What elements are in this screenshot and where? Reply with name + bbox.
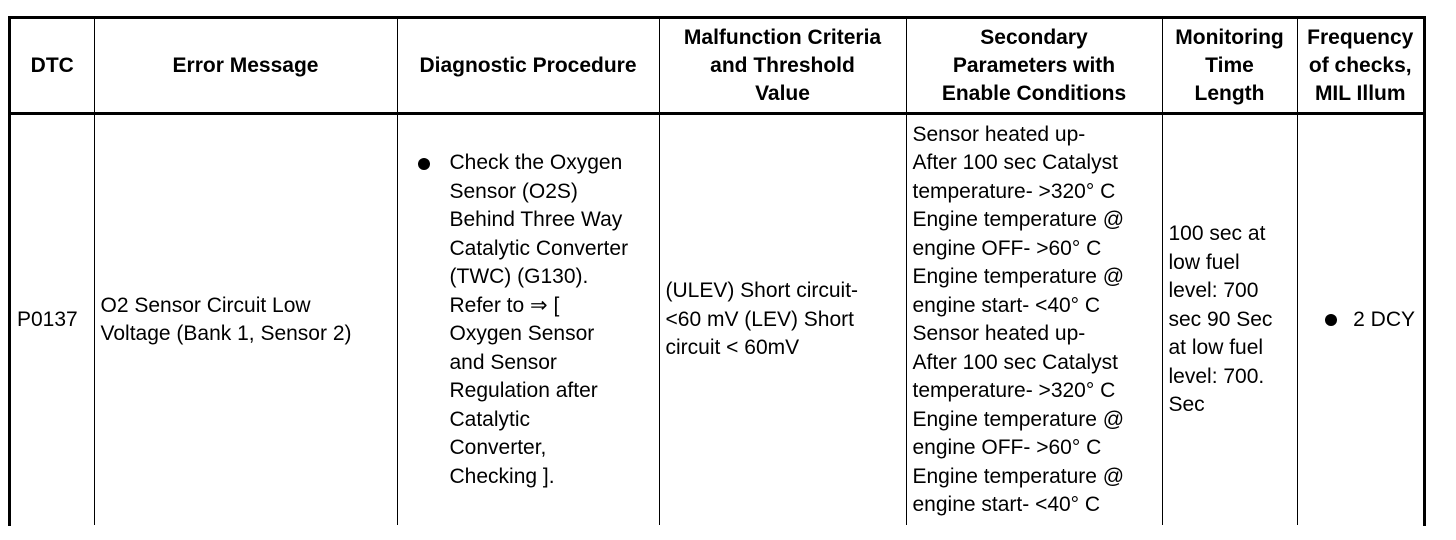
header-malfunction-criteria: Malfunction Criteria and Threshold Value — [659, 19, 906, 114]
header-dtc: DTC — [11, 19, 94, 114]
malfunction-criteria: (ULEV) Short circuit- <60 mV (LEV) Short circuit < 60mV — [659, 114, 906, 526]
dtc-code: P0137 — [11, 114, 94, 526]
dtc-table — [11, 19, 1423, 525]
secondary-parameters: Sensor heated up- After 100 sec Catalyst temperature- >320° C Engine temperature @ engine OFF- >60° C Engine temperature @ engine start- <40° C Sensor heated up- After 100 sec Catalyst temperature- >320° C Engine temperature @ engine OFF- >60° C Engine temperature @ engine start- <40° C — [906, 114, 1162, 526]
procedure-list-item — [404, 149, 653, 491]
bullet-icon — [418, 158, 430, 170]
diagnostic-procedure — [397, 114, 659, 526]
bullet-icon — [1325, 314, 1337, 326]
dtc-table-frame — [8, 16, 1426, 526]
header-monitoring-time: Monitoring Time Length — [1162, 19, 1297, 114]
header-row — [11, 19, 1423, 114]
header-frequency: Frequency of checks, MIL Illum — [1297, 19, 1423, 114]
monitoring-time: 100 sec at low fuel level: 700 sec 90 Sec at low fuel level: 700. Sec — [1162, 114, 1297, 526]
header-diagnostic-procedure: Diagnostic Procedure — [397, 19, 659, 114]
table-row — [11, 114, 1423, 526]
frequency-mil: 2 DCY — [1297, 114, 1423, 526]
header-error-message: Error Message — [94, 19, 397, 114]
header-secondary-parameters: Secondary Parameters with Enable Conditions — [906, 19, 1162, 114]
error-message: O2 Sensor Circuit Low Voltage (Bank 1, Sensor 2) — [94, 114, 397, 526]
procedure-text: Check the Oxygen Sensor (O2S) Behind Three Way Catalytic Converter (TWC) (G130). Refer to ⇒ [ Oxygen Sensor and Sensor Regulation after Catalytic Converter, Checking ]. — [449, 151, 629, 488]
